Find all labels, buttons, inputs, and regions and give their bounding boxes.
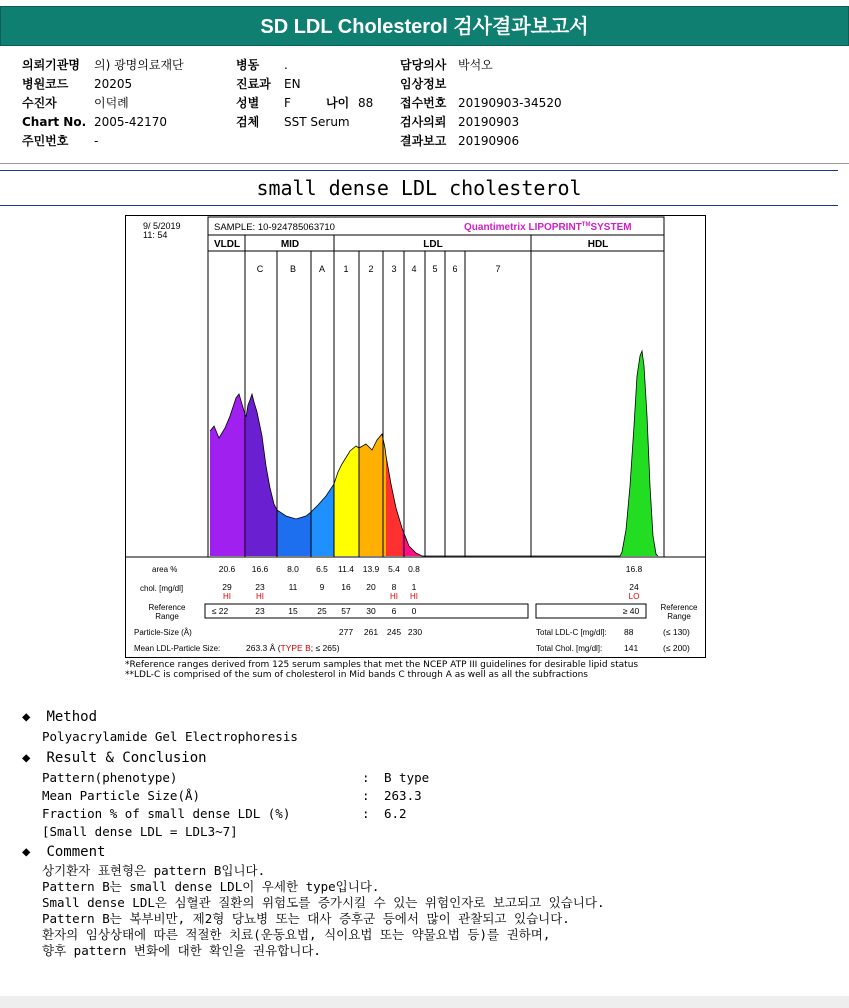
fill-mid-a [311, 484, 334, 556]
comment-heading: ◆ Comment [22, 844, 106, 860]
band-label-b: B [289, 264, 297, 274]
mean-value-line: 263.3 Å (TYPE B; ≤ 265) [246, 643, 340, 653]
result-label-fraction: Fraction % of small dense LDL (%) [42, 806, 291, 821]
lipoprint-report [125, 215, 706, 658]
value-patient: 이덕례 [94, 96, 129, 110]
chol-ldl-2: 20 [366, 582, 376, 592]
area-vldl: 20.6 [218, 564, 236, 574]
ref-label-bottom: Range [155, 612, 179, 621]
flag-ldl-4: HI [410, 592, 418, 601]
ref-vldl: ≤ 22 [211, 606, 229, 616]
value-sex: F [284, 96, 291, 110]
divider [0, 163, 849, 164]
label-doctor: 담당의사 [400, 58, 447, 72]
report-date: 9/ 5/2019 [143, 221, 181, 231]
chol-hdl: 24 [629, 582, 639, 592]
diamond-bullet-icon: ◆ [22, 750, 31, 766]
ref-mid-c: 23 [255, 606, 265, 616]
label-department: 진료과 [236, 77, 271, 91]
report-title-banner: SD LDL Cholesterol 검사결과보고서 [0, 6, 849, 46]
footnote-1: *Reference ranges derived from 125 serum samples that met the NCEP ATP III guidelines for desirable lipid status [125, 660, 639, 670]
result-heading: ◆ Result & Conclusion [22, 750, 207, 766]
chol-ldl-1: 16 [341, 582, 351, 592]
band-label-a: A [318, 264, 326, 274]
total-ldl-ref: (≤ 130) [663, 627, 690, 637]
chol-ldl-4: 1 [411, 582, 417, 592]
group-ldl: LDL [423, 239, 443, 250]
label-institution: 의뢰기관명 [22, 58, 80, 72]
result-colon-mean-size: : [362, 788, 370, 803]
flag-ldl-3: HI [390, 592, 398, 601]
particle-ldl-1: 277 [338, 627, 354, 637]
value-resident-no: - [94, 134, 99, 148]
ref-ldl-1: 57 [341, 606, 351, 616]
mean-label: Mean LDL-Particle Size: [134, 644, 221, 653]
area-ldl-3: 5.4 [388, 564, 400, 574]
result-note: [Small dense LDL = LDL3~7] [42, 824, 238, 839]
value-department: EN [284, 77, 301, 91]
result-colon-pattern: : [362, 770, 370, 785]
total-ldl-value: 88 [624, 627, 634, 637]
label-report-date: 결과보고 [400, 134, 447, 148]
particle-ldl-4: 230 [407, 627, 423, 637]
value-receipt-no: 20190903-34520 [458, 96, 562, 110]
patient-info-col3 [400, 56, 562, 151]
total-chol-value: 141 [624, 643, 639, 653]
area-ldl-1: 11.4 [338, 564, 354, 574]
value-report-date: 20190906 [458, 134, 520, 148]
area-mid-c: 16.6 [251, 564, 269, 574]
group-mid: MID [280, 239, 300, 250]
brand-name: Quantimetrix LIPOPRINT™SYSTEM [464, 222, 632, 233]
chol-mid-a: 9 [319, 582, 325, 592]
group-vldl: VLDL [213, 239, 241, 250]
result-value-fraction: 6.2 [384, 806, 407, 821]
ref-mid-a: 25 [317, 606, 327, 616]
band-label-7: 7 [495, 264, 501, 274]
area-ldl-2: 13.9 [362, 564, 380, 574]
result-label-mean-size: Mean Particle Size(Å) [42, 788, 201, 803]
patient-info-col1 [22, 56, 184, 151]
result-value-pattern: B type [384, 770, 430, 785]
value-request-date: 20190903 [458, 115, 520, 129]
label-resident-no: 주민번호 [22, 134, 69, 148]
particle-label: Particle-Size (Å) [134, 628, 192, 637]
flag-vldl: HI [223, 592, 231, 601]
method-text: Polyacrylamide Gel Electrophoresis [42, 729, 298, 744]
area-hdl: 16.8 [625, 564, 643, 574]
band-label-3: 3 [391, 264, 397, 274]
lipoprint-chart [126, 216, 705, 657]
ref-label-right-top: Reference [660, 603, 698, 612]
band-label-2: 2 [368, 264, 374, 274]
value-ward: . [284, 58, 288, 72]
comment-line-2: Pattern B는 small dense LDL이 우세한 type입니다. [42, 879, 380, 894]
band-label-5: 5 [432, 264, 438, 274]
chol-ldl-3: 8 [391, 582, 397, 592]
particle-ldl-2: 261 [363, 627, 379, 637]
ref-ldl-2: 30 [366, 606, 376, 616]
label-patient: 수진자 [22, 96, 57, 110]
value-specimen: SST Serum [284, 115, 350, 129]
fill-ldl-4 [402, 528, 422, 556]
ref-ldl-4: 0 [411, 606, 417, 616]
value-age: 88 [358, 96, 374, 110]
fill-ldl-2 [359, 434, 386, 556]
sample-id: SAMPLE: 10-924785063710 [214, 222, 335, 233]
label-ward: 병동 [236, 58, 260, 72]
fill-mid-c [246, 394, 277, 556]
particle-ldl-3: 245 [386, 627, 402, 637]
label-age: 나이 [326, 96, 350, 110]
chol-mid-b: 11 [288, 582, 298, 592]
area-mid-a: 6.5 [316, 564, 328, 574]
comment-line-1: 상기환자 표현형은 pattern B입니다. [42, 863, 266, 878]
value-chart-no: 2005-42170 [94, 115, 168, 129]
ref-hdl: ≥ 40 [622, 606, 640, 616]
area-mid-b: 8.0 [287, 564, 299, 574]
result-label-pattern: Pattern(phenotype) [42, 770, 178, 785]
label-specimen: 검체 [236, 115, 260, 129]
chol-vldl: 29 [222, 582, 232, 592]
label-request-date: 검사의뢰 [400, 115, 447, 129]
label-chart-no: Chart No. [22, 115, 87, 129]
fill-vldl [210, 394, 246, 556]
label-hospital-code: 병원코드 [22, 77, 69, 91]
patient-info-col2 [236, 56, 373, 132]
ref-label-top: Reference [148, 603, 186, 612]
ref-label-right-bottom: Range [667, 612, 691, 621]
value-institution: 의) 광명의료재단 [94, 58, 184, 72]
chol-label: chol. [mg/dl] [140, 584, 184, 593]
label-sex: 성별 [236, 96, 260, 110]
section-title: small dense LDL cholesterol [256, 176, 582, 200]
area-label: area % [152, 565, 178, 574]
result-colon-fraction: : [362, 806, 370, 821]
ref-mid-b: 15 [288, 606, 298, 616]
band-label-4: 4 [411, 264, 417, 274]
chol-mid-c: 23 [255, 582, 265, 592]
total-chol-label: Total Chol. [mg/dl]: [536, 644, 603, 653]
comment-line-6: 향후 pattern 변화에 대한 확인을 권유합니다. [42, 943, 321, 958]
value-hospital-code: 20205 [94, 77, 133, 91]
flag-hdl: LO [628, 592, 640, 601]
band-label-6: 6 [452, 264, 458, 274]
fill-ldl-1 [334, 446, 359, 556]
band-label-1: 1 [343, 264, 349, 274]
comment-line-4: Pattern B는 복부비만, 제2형 당뇨병 또는 대사 증후군 등에서 많이 관찰되고 있습니다. [42, 911, 570, 926]
label-receipt-no: 접수번호 [400, 96, 447, 110]
footnote-2: **LDL-C is comprised of the sum of cholesterol in Mid bands C through A as well as all the subfractions [125, 670, 588, 680]
fill-mid-b [277, 510, 311, 556]
flag-mid-c: HI [256, 592, 264, 601]
group-hdl: HDL [587, 239, 609, 250]
band-label-c: C [256, 264, 264, 274]
page-bottom-bar [0, 996, 849, 1008]
comment-line-5: 환자의 임상상태에 따른 적절한 치료(운동요법, 식이요법 또는 약물요법 등)를 권하며, [42, 927, 551, 942]
method-heading: ◆ Method [22, 709, 98, 725]
diamond-bullet-icon: ◆ [22, 844, 31, 860]
label-clinical-info: 임상정보 [400, 77, 447, 91]
comment-line-3: Small dense LDL은 심혈관 질환의 위험도를 증가시킬 수 있는 위험인자로 보고되고 있습니다. [42, 895, 605, 910]
value-doctor: 박석오 [458, 58, 493, 72]
report-time: 11: 54 [143, 230, 168, 240]
result-value-mean-size: 263.3 [384, 788, 422, 803]
ref-ldl-3: 6 [391, 606, 397, 616]
total-ldl-label: Total LDL-C [mg/dl]: [536, 628, 607, 637]
total-chol-ref: (≤ 200) [663, 643, 690, 653]
diamond-bullet-icon: ◆ [22, 709, 31, 725]
area-ldl-4: 0.8 [408, 564, 420, 574]
